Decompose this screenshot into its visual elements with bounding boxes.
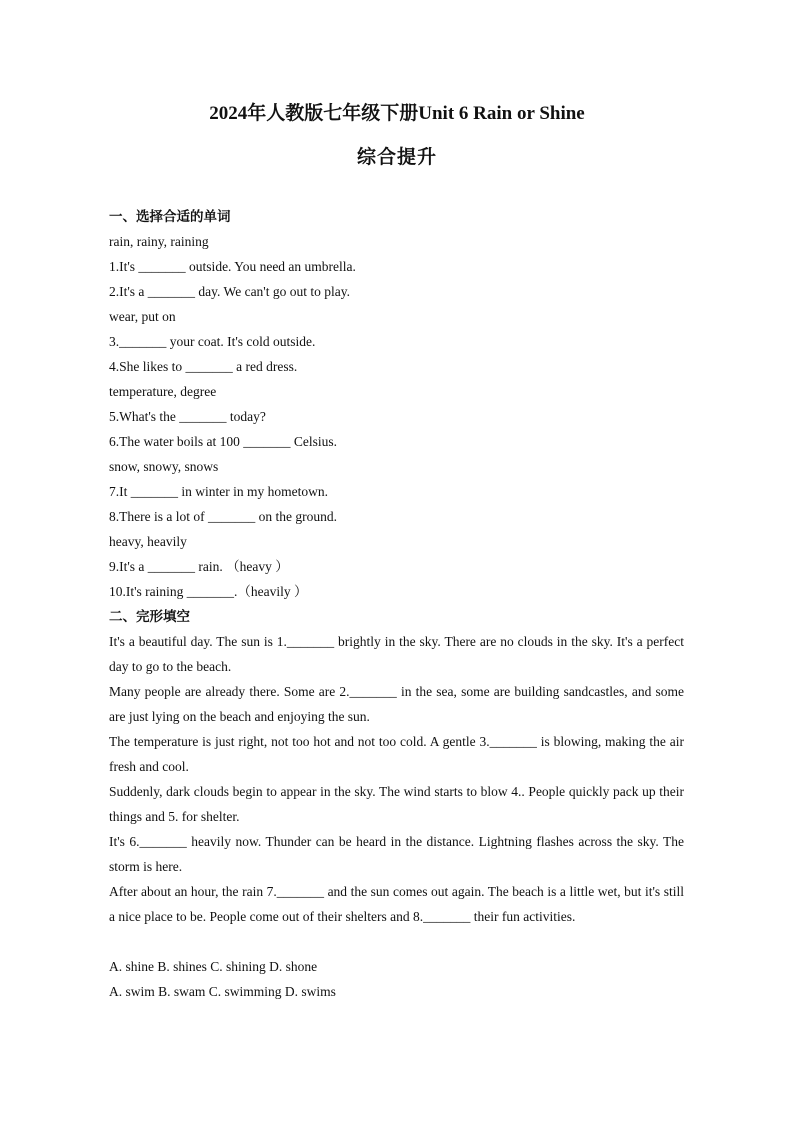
question-5: 5.What's the _______ today? (109, 409, 266, 424)
question-6: 6.The water boils at 100 _______ Celsius. (109, 434, 337, 449)
blank-line (109, 929, 684, 954)
option-row-1: A. shine B. shines C. shining D. shone (109, 959, 318, 974)
word-group-3: temperature, degree (109, 384, 217, 399)
cloze-paragraph-2: Many people are already there. Some are 2._______ in the sea, some are building sandcastles, and some are just lying on the beach and enjoying the sun. (109, 684, 684, 724)
cloze-paragraph-1: It's a beautiful day. The sun is 1._______ brightly in the sky. There are no clouds in the sky. It's a perfect day to go to the beach. (109, 634, 684, 674)
question-8: 8.There is a lot of _______ on the ground. (109, 509, 337, 524)
question-3: 3._______ your coat. It's cold outside. (109, 334, 316, 349)
question-7: 7.It _______ in winter in my hometown. (109, 484, 328, 499)
word-group-5: heavy, heavily (109, 534, 187, 549)
word-group-2: wear, put on (109, 309, 176, 324)
question-4: 4.She likes to _______ a red dress. (109, 359, 298, 374)
document-subtitle: 综合提升 (356, 147, 437, 168)
document-title: 2024年人教版七年级下册Unit 6 Rain or Shine (209, 103, 585, 124)
question-2: 2.It's a _______ day. We can't go out to play. (109, 284, 350, 299)
word-group-4: snow, snowy, snows (109, 459, 219, 474)
cloze-paragraph-4: Suddenly, dark clouds begin to appear in the sky. The wind starts to blow 4.. People quickly pack up their things and 5. for shelter. (109, 784, 684, 824)
question-1: 1.It's _______ outside. You need an umbrella. (109, 259, 356, 274)
cloze-paragraph-5: It's 6._______ heavily now. Thunder can be heard in the distance. Lightning flashes across the sky. The storm is here. (109, 834, 684, 874)
section1-heading: 一、选择合适的单词 (109, 209, 231, 224)
option-row-2: A. swim B. swam C. swimming D. swims (109, 984, 336, 999)
word-group-1: rain, rainy, raining (109, 234, 209, 249)
document-body (109, 204, 684, 1004)
question-10: 10.It's raining _______.（heavily ） (109, 584, 308, 599)
cloze-paragraph-3: The temperature is just right, not too hot and not too cold. A gentle 3._______ is blowing, making the air fresh and cool. (109, 734, 684, 774)
section2-heading: 二、完形填空 (109, 609, 190, 624)
cloze-paragraph-6: After about an hour, the rain 7._______ and the sun comes out again. The beach is a little wet, but it's still a nice place to be. People come out of their shelters and 8._______ their fun activities. (109, 884, 684, 924)
question-9: 9.It's a _______ rain. （heavy ） (109, 559, 289, 574)
